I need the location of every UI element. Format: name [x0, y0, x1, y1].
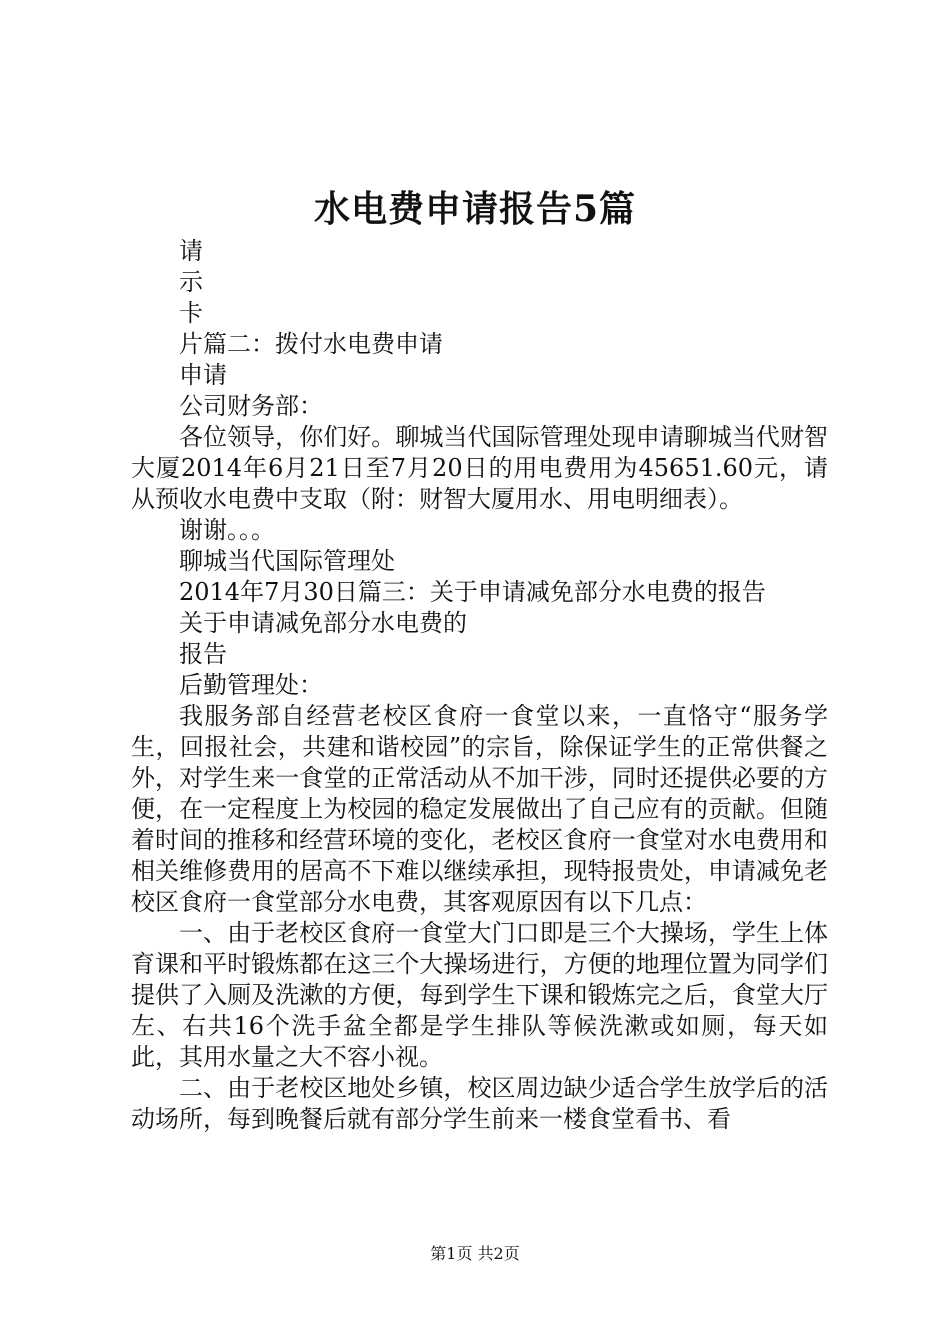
- paragraph: 请: [179, 237, 203, 265]
- document-title: 水电费申请报告5篇: [313, 188, 637, 230]
- paragraph: 报告: [179, 640, 227, 668]
- paragraph: 聊城当代国际管理处: [179, 547, 395, 575]
- paragraph: 二、由于老校区地处乡镇，校区周边缺少适合学生放学后的活动场所，每到晚餐后就有部分学生前来一楼食堂看书、看: [131, 1074, 828, 1133]
- paragraph: 我服务部自经营老校区食府一食堂以来，一直恪守“服务学生，回报社会，共建和谐校园”的宗旨，除保证学生的正常供餐之外，对学生来一食堂的正常活动从不加干涉，同时还提供必要的方便，在一定程度上为校园的稳定发展做出了自己应有的贡献。但随着时间的推移和经营环境的变化，老校区食府一食堂对水电费用和相关维修费用的居高不下难以继续承担，现特报贵处，申请减免老校区食府一食堂部分水电费，其客观原因有以下几点：: [131, 702, 828, 916]
- paragraph: 各位领导，你们好。聊城当代国际管理处现申请聊城当代财智大厦2014年6月21日至7月20日的用电费用为45651.60元，请从预收水电费中支取（附：财智大厦用水、用电明细表）。: [131, 423, 828, 513]
- paragraph: 申请: [179, 361, 227, 389]
- paragraph: 卡: [179, 299, 203, 327]
- paragraph: 示: [179, 268, 203, 296]
- paragraph: 一、由于老校区食府一食堂大门口即是三个大操场，学生上体育课和平时锻炼都在这三个大操场进行，方便的地理位置为同学们提供了入厕及洗漱的方便，每到学生下课和锻炼完之后，食堂大厅左、右共16个洗手盆全都是学生排队等候洗漱或如厕，每天如此，其用水量之大不容小视。: [131, 919, 828, 1071]
- paragraph: 谢谢。。。: [179, 516, 275, 544]
- paragraph: 公司财务部：: [179, 392, 323, 420]
- paragraph: 片篇二：拨付水电费申请: [179, 330, 443, 358]
- page-footer: 第1页 共2页: [430, 1244, 520, 1263]
- paragraph: 关于申请减免部分水电费的: [179, 609, 467, 637]
- paragraph: 2014年7月30日篇三：关于申请减免部分水电费的报告: [179, 578, 766, 606]
- paragraph: 后勤管理处：: [179, 671, 323, 699]
- document-body: [131, 236, 828, 1135]
